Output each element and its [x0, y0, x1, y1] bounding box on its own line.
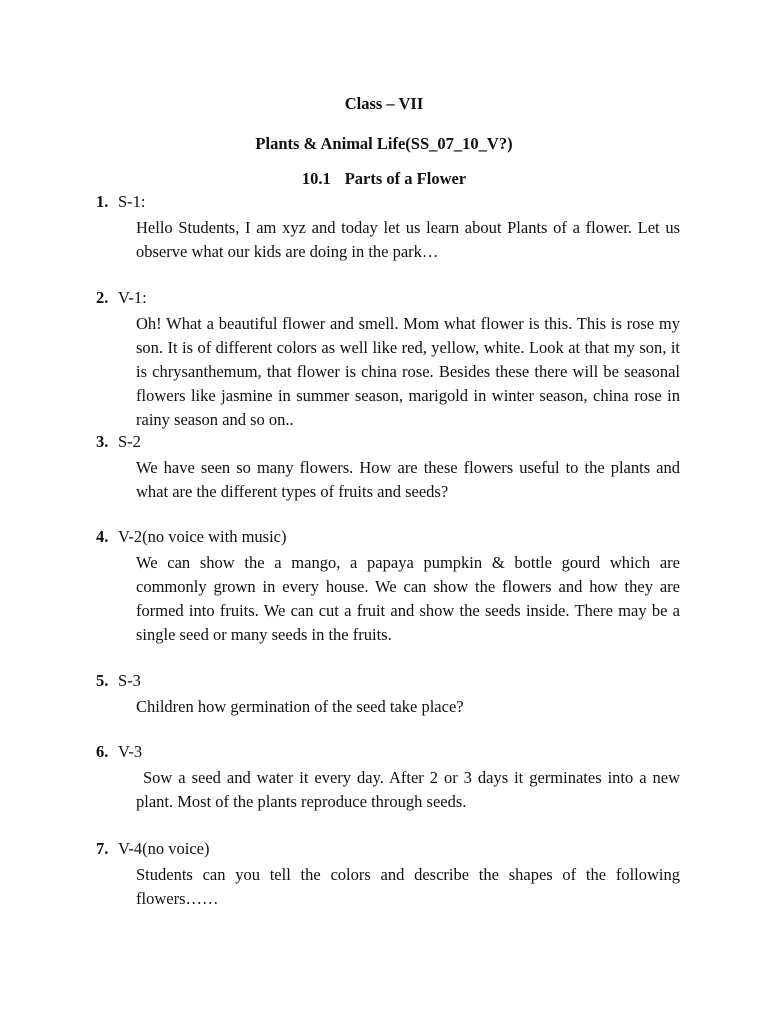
item-number: 1. — [96, 192, 109, 211]
item-number: 5. — [96, 671, 109, 690]
list-item — [96, 527, 680, 647]
item-body: Sow a seed and water it every day. After 2 or 3 days it germinates into a new plant. Most of the plants reproduce through seeds. — [136, 768, 680, 811]
list-item — [96, 432, 680, 504]
item-heading: V-2(no voice with music) — [118, 527, 287, 546]
list-item — [96, 671, 680, 719]
item-number: 2. — [96, 288, 109, 307]
item-heading-row — [96, 671, 680, 691]
item-body: We have seen so many flowers. How are these flowers useful to the plants and what are the different types of fruits and seeds? — [136, 458, 680, 501]
item-number: 7. — [96, 839, 109, 858]
item-body: Hello Students, I am xyz and today let us learn about Plants of a flower. Let us observe what our kids are doing in the park… — [136, 218, 680, 261]
item-body: We can show the a mango, a papaya pumpkin & bottle gourd which are commonly grown in every house. We can show the flowers and how they are formed into fruits. We can cut a fruit and show the seeds inside. There may be a single seed or many seeds in the fruits. — [136, 553, 680, 644]
list-item — [96, 839, 680, 911]
item-heading-row — [96, 288, 680, 308]
subject-heading: Plants & Animal Life(SS_07_10_V?) — [255, 134, 513, 153]
item-heading-row — [96, 432, 680, 452]
class-heading: Class – VII — [344, 94, 424, 113]
item-number: 4. — [96, 527, 109, 546]
item-heading: V-4(no voice) — [118, 839, 210, 858]
item-number: 6. — [96, 742, 109, 761]
item-heading-row — [96, 742, 680, 762]
item-heading-row — [96, 192, 680, 212]
item-heading-row — [96, 839, 680, 859]
list-item — [96, 742, 680, 814]
section-number: 10.1 — [301, 169, 331, 188]
item-heading: V-3 — [118, 742, 143, 761]
item-body: Students can you tell the colors and describe the shapes of the following flowers…… — [136, 865, 680, 908]
item-heading-row — [96, 527, 680, 547]
section-title — [0, 169, 768, 189]
section-title-text: Parts of a Flower — [344, 169, 467, 188]
item-heading: V-1: — [118, 288, 147, 307]
item-heading: S-3 — [118, 671, 141, 690]
item-body: Oh! What a beautiful flower and smell. Mom what flower is this. This is rose my son. It is of different colors as well like red, yellow, white. Look at that my son, it is chrysanthemum, that flower is china rose. Besides these there will be seasonal flowers like jasmine in summer season, marigold in winter season, china rose in rainy season and so on.. — [136, 314, 680, 429]
item-heading: S-1: — [118, 192, 146, 211]
item-heading: S-2 — [118, 432, 141, 451]
list-item — [96, 288, 680, 432]
item-number: 3. — [96, 432, 109, 451]
item-body: Children how germination of the seed take place? — [136, 697, 464, 716]
list-item — [96, 192, 680, 264]
